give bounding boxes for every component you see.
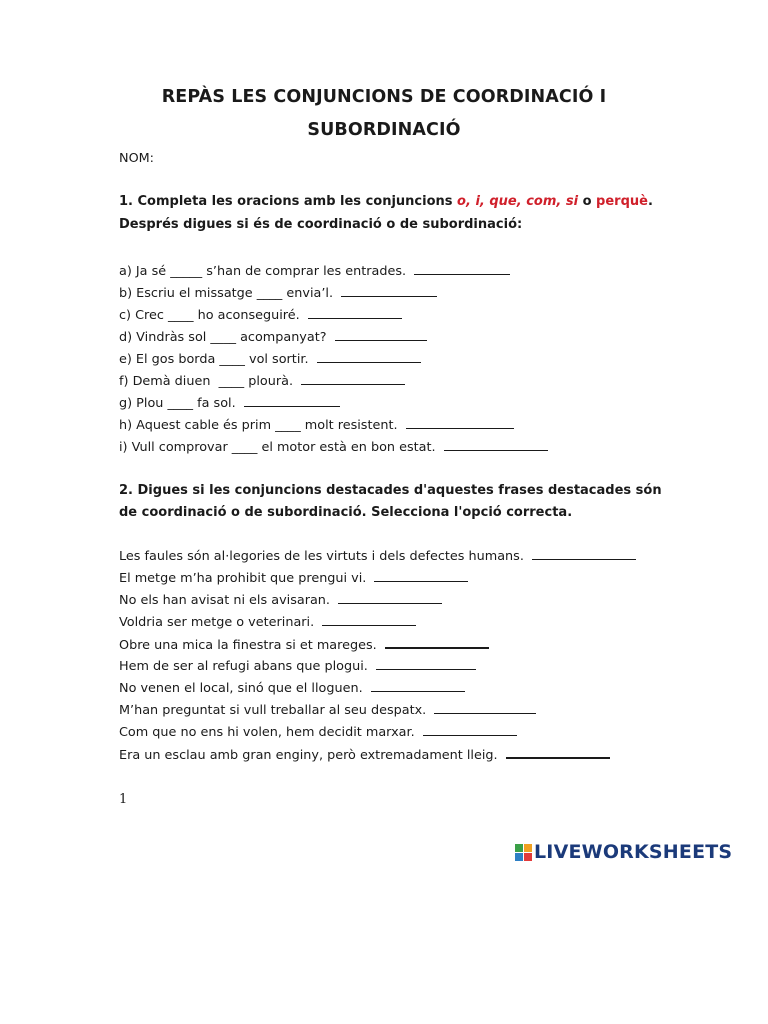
section1-answer-field[interactable] <box>335 328 427 341</box>
section2-item <box>119 635 489 653</box>
section1-item-text: c) Crec ____ ho aconseguiré. <box>119 308 304 323</box>
section2-answer-field[interactable] <box>322 613 416 626</box>
section1-heading-start: 1. Completa les oracions amb les conjuncions <box>119 194 458 209</box>
section2-answer-field[interactable] <box>532 547 636 560</box>
section2-item-text: Com que no ens hi volen, hem decidit marxar. <box>119 725 419 740</box>
section1-item <box>119 394 340 411</box>
logo-text: LIVEWORKSHEETS <box>534 841 733 863</box>
section2-answer-field[interactable] <box>434 701 536 714</box>
section2-item <box>119 745 610 763</box>
section2-answer-field[interactable] <box>371 679 465 692</box>
section2-item <box>119 613 416 630</box>
title-line-2: SUBORDINACIÓ <box>307 120 461 140</box>
logo-mark-icon <box>515 844 532 861</box>
section1-item-text: b) Escriu el missatge ____ envia’l. <box>119 286 338 301</box>
section2-item-text: El metge m’ha prohibit que prengui vi. <box>119 571 371 586</box>
liveworksheets-logo <box>515 841 732 863</box>
section2-item <box>119 657 476 674</box>
logo-square-icon <box>515 844 523 852</box>
section1-answer-field[interactable] <box>317 350 421 363</box>
section1-item-text: g) Plou ____ fa sol. <box>119 396 240 411</box>
section1-heading-conjunctions: o, i, que, com, si <box>457 194 579 209</box>
section1-item <box>119 284 437 301</box>
logo-square-icon <box>524 853 532 861</box>
section2-answer-field[interactable] <box>423 723 517 736</box>
section2-item-text: No venen el local, sinó que el lloguen. <box>119 681 367 696</box>
section2-item-text: Era un esclau amb gran enginy, però extremadament lleig. <box>119 748 502 763</box>
section1-item <box>119 416 514 433</box>
section2-item-text: Hem de ser al refugi abans que plogui. <box>119 659 372 674</box>
section1-answer-field[interactable] <box>414 262 510 275</box>
section2-heading-line1: 2. Digues si les conjuncions destacades d'aquestes frases destacades són <box>119 483 662 498</box>
section1-item <box>119 306 402 323</box>
section1-item <box>119 438 548 455</box>
section1-answer-field[interactable] <box>406 416 514 429</box>
section1-heading-perque: perquè <box>596 194 648 209</box>
section2-answer-field[interactable] <box>385 635 489 649</box>
section2-heading-line2: de coordinació o de subordinació. Selecciona l'opció correcta. <box>119 505 573 520</box>
section1-heading-line2: Després digues si és de coordinació o de subordinació: <box>119 217 523 232</box>
section1-item-text: e) El gos borda ____ vol sortir. <box>119 352 313 367</box>
section1-item-text: f) Demà diuen ____ plourà. <box>119 374 298 389</box>
section2-item-text: Les faules són al·legories de les virtuts i dels defectes humans. <box>119 549 528 564</box>
section1-item-text: d) Vindràs sol ____ acompanyat? <box>119 330 331 345</box>
section2-answer-field[interactable] <box>338 591 442 604</box>
section1-item <box>119 328 427 345</box>
section2-item <box>119 723 517 740</box>
section1-item-text: h) Aquest cable és prim ____ molt resistent. <box>119 418 402 433</box>
page-number: 1 <box>119 792 128 807</box>
logo-square-icon <box>524 844 532 852</box>
section1-item <box>119 350 421 367</box>
section2-item-text: Voldria ser metge o veterinari. <box>119 615 319 630</box>
section2-answer-field[interactable] <box>374 569 468 582</box>
section1-answer-field[interactable] <box>301 372 405 385</box>
section1-answer-field[interactable] <box>244 394 340 407</box>
section1-heading-o: o <box>578 194 597 209</box>
section1-answer-field[interactable] <box>308 306 402 319</box>
section2-item <box>119 591 442 608</box>
section2-item-text: M’han preguntat si vull treballar al seu despatx. <box>119 703 431 718</box>
section1-answer-field[interactable] <box>341 284 437 297</box>
logo-square-icon <box>515 853 523 861</box>
nom-label: NOM: <box>119 151 154 166</box>
section1-answer-field[interactable] <box>444 438 548 451</box>
section2-item <box>119 679 465 696</box>
section2-answer-field[interactable] <box>506 745 610 759</box>
section1-heading <box>119 194 653 209</box>
section2-item-text: No els han avisat ni els avisaran. <box>119 593 335 608</box>
section1-item-text: i) Vull comprovar ____ el motor està en bon estat. <box>119 440 440 455</box>
section2-item-text: Obre una mica la finestra si et mareges. <box>119 638 381 653</box>
section1-item <box>119 372 405 389</box>
section2-item <box>119 569 468 586</box>
section1-heading-end: . <box>647 194 653 209</box>
section2-item <box>119 701 536 718</box>
section2-answer-field[interactable] <box>376 657 476 670</box>
section1-item-text: a) Ja sé _____ s’han de comprar les entrades. <box>119 264 411 279</box>
section2-item <box>119 547 636 564</box>
title-line-1: REPÀS LES CONJUNCIONS DE COORDINACIÓ I <box>161 87 607 107</box>
section1-item <box>119 262 510 279</box>
